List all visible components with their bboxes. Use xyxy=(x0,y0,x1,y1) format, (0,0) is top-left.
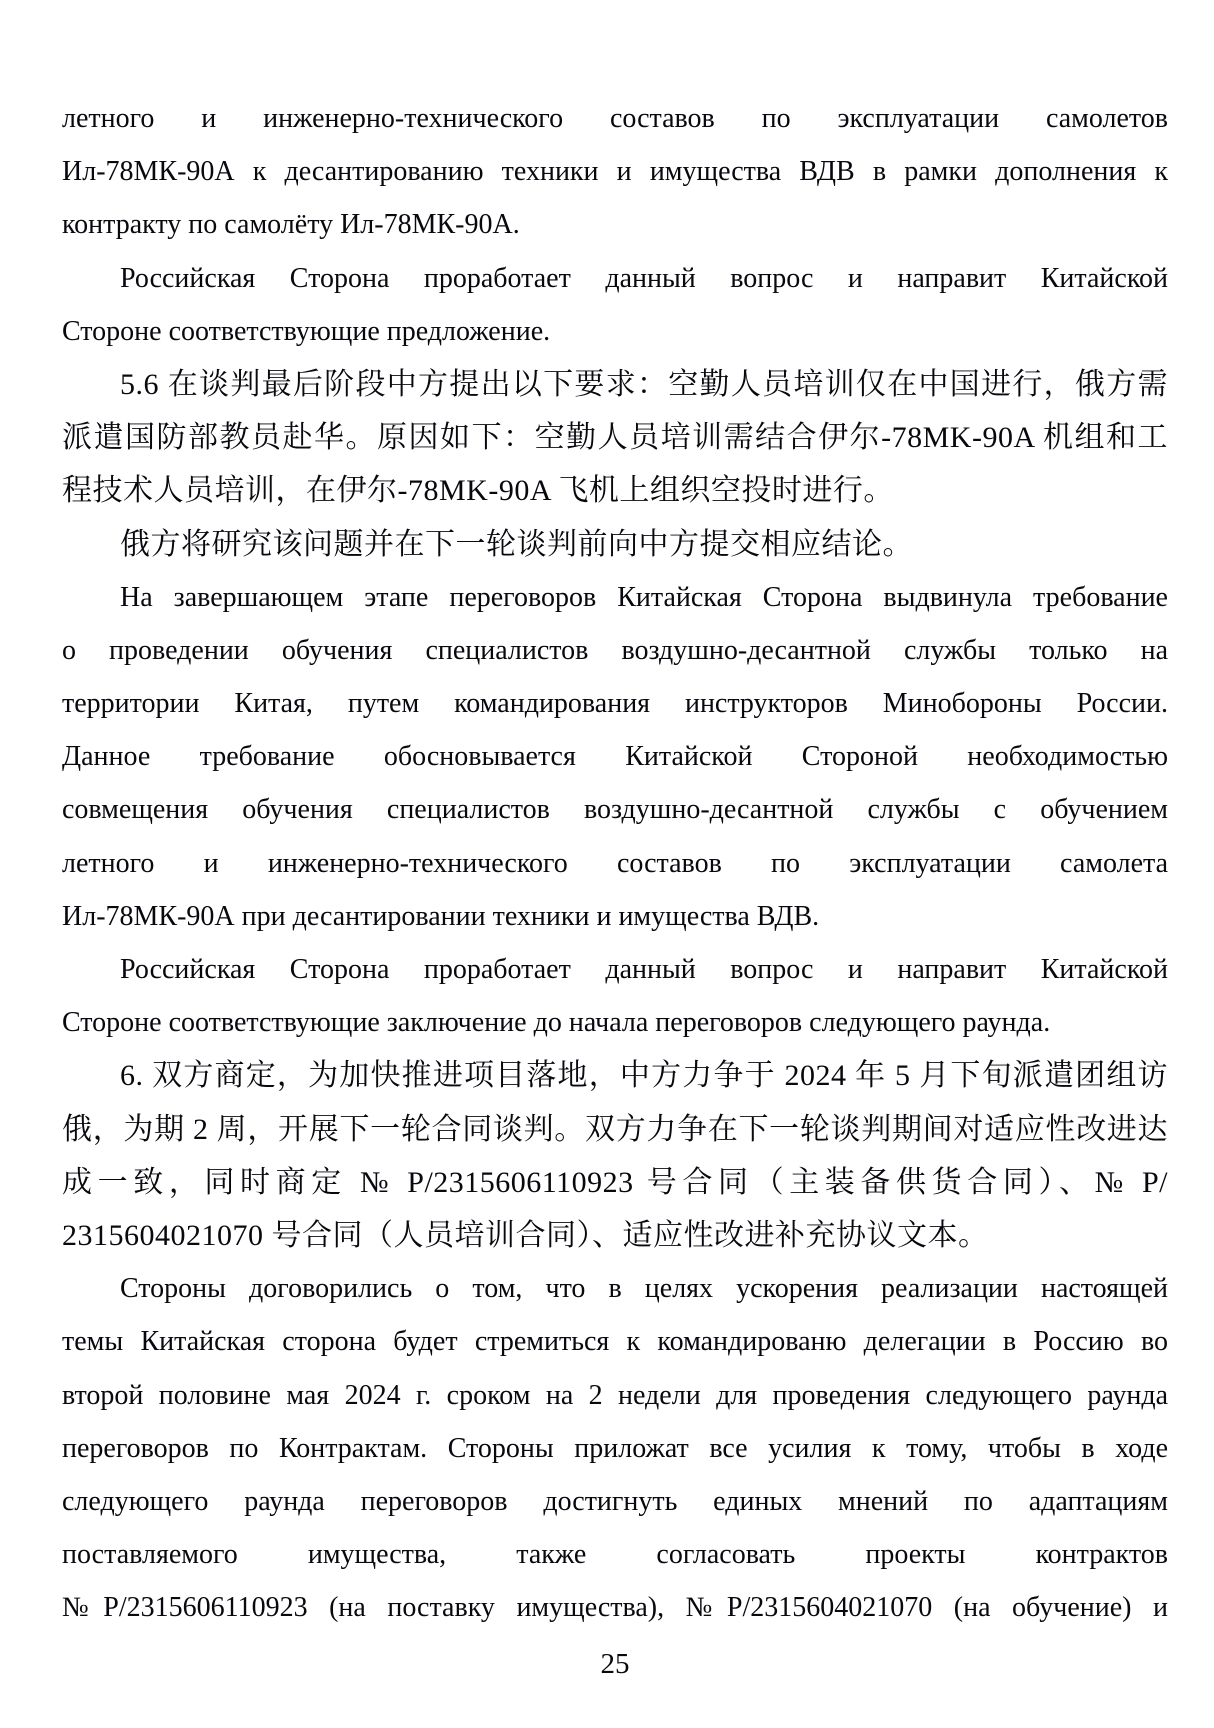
text-line: 2315604021070 号合同（人员培训合同）、适应性改进补充协议文本。 xyxy=(62,1218,989,1252)
paragraph xyxy=(62,1049,1168,1262)
text-line: Российская Сторона проработает данный вопрос и направит Китайской xyxy=(120,262,1168,294)
paragraph xyxy=(62,518,1168,571)
text-line: следующего раунда переговоров достигнуть единых мнений по адаптациям xyxy=(62,1485,1168,1517)
text-line: 派遣国防部教员赴华。原因如下：空勤人员培训需结合伊尔-78MK-90A 机组和工 xyxy=(62,421,1168,455)
text-line: №Р/2315606110923 (на поставку имущества), №Р/2315604021070 (на обучение) и xyxy=(62,1592,1168,1624)
paragraph xyxy=(62,92,1168,252)
text-line: переговоров по Контрактам. Стороны приложат все усилия к тому, чтобы в ходе xyxy=(62,1432,1168,1464)
text-line: совмещения обучения специалистов воздушно-десантной службы с обучением xyxy=(62,794,1168,826)
text-line: Ил-78МК-90А к десантированию техники и имущества ВДВ в рамки дополнения к xyxy=(62,156,1168,188)
text-line: 成一致，同时商定 № P/2315606110923 号合同（主装备供货合同）、№ P/ xyxy=(62,1165,1168,1199)
text-line: летного и инженерно-технического составов по эксплуатации самолета xyxy=(62,847,1168,879)
text-line: контракту по самолёту Ил-78МК-90А. xyxy=(62,209,520,241)
text-line: о проведении обучения специалистов воздушно-десантной службы только на xyxy=(62,634,1168,666)
paragraph xyxy=(62,571,1168,943)
text-line: 俄，为期 2 周，开展下一轮合同谈判。双方力争在下一轮谈判期间对适应性改进达 xyxy=(62,1112,1168,1146)
text-line: темы Китайская сторона будет стремиться к командированю делегации в Россию во xyxy=(62,1326,1168,1358)
text-line: 程技术人员培训，在伊尔-78MK-90A 飞机上组织空投时进行。 xyxy=(62,474,894,508)
text-line: 俄方将研究该问题并在下一轮谈判前向中方提交相应结论。 xyxy=(120,527,913,561)
text-line: Российская Сторона проработает данный вопрос и направит Китайской xyxy=(120,954,1168,985)
text-line: Стороне соответствующие заключение до начала переговоров следующего раунда. xyxy=(62,1007,1051,1039)
text-line: 6. 双方商定，为加快推进项目落地，中方力争于 2024 年 5 月下旬派遣团组访 xyxy=(120,1059,1168,1093)
paragraph xyxy=(62,943,1168,1049)
text-line: Стороне соответствующие предложение. xyxy=(62,315,551,347)
text-block xyxy=(62,92,1168,1634)
text-line: Ил-78МК-90А при десантировании техники и имущества ВДВ. xyxy=(62,900,820,932)
text-line: Данное требование обосновывается Китайской Стороной необходимостью xyxy=(62,741,1168,773)
text-line: На завершающем этапе переговоров Китайская Сторона выдвинула требование xyxy=(120,581,1168,613)
text-line: поставляемого имущества, также согласовать проекты контрактов xyxy=(62,1539,1168,1571)
page-number: 25 xyxy=(600,1648,630,1680)
text-line: второй половине мая 2024 г. сроком на 2 недели для проведения следующего раунда xyxy=(62,1379,1168,1411)
paragraph xyxy=(62,252,1168,358)
paragraph xyxy=(62,1262,1168,1634)
text-line: Стороны договорились о том, что в целях ускорения реализации настоящей xyxy=(120,1273,1168,1305)
text-line: 5.6 在谈判最后阶段中方提出以下要求：空勤人员培训仅在中国进行，俄方需 xyxy=(120,367,1168,401)
text-line: территории Китая, путем командирования инструкторов Минобороны России. xyxy=(62,688,1168,720)
paragraph xyxy=(62,358,1168,518)
text-line: летного и инженерно-технического составов по эксплуатации самолетов xyxy=(62,103,1168,134)
